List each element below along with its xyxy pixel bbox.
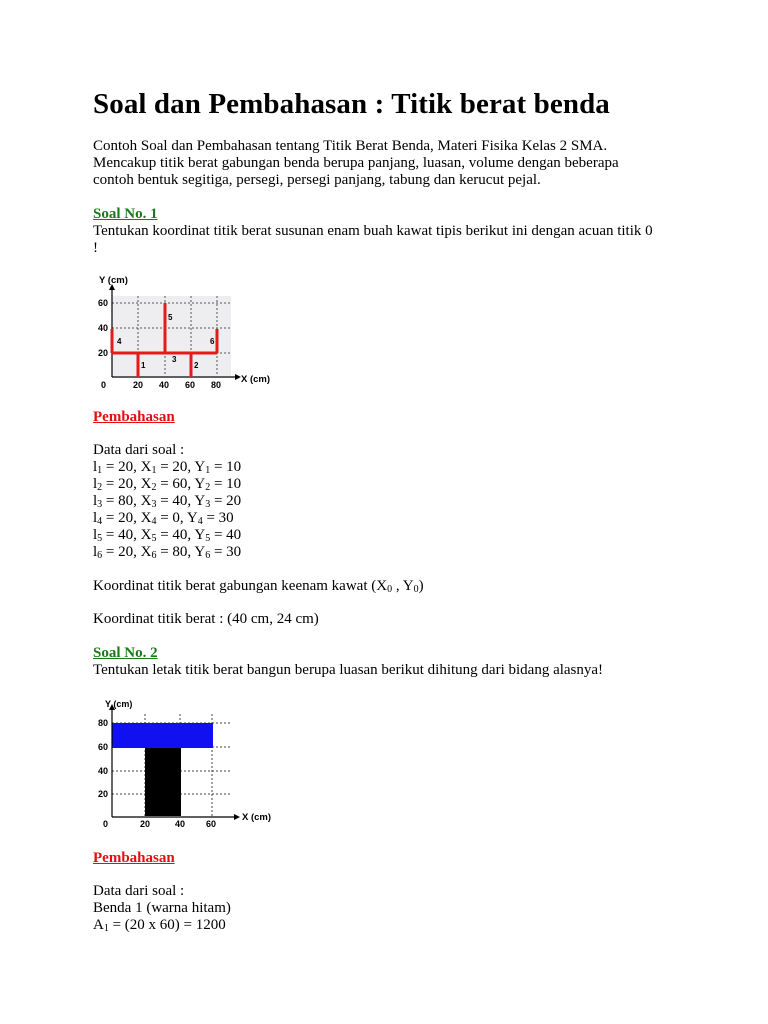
diagram-2-y-tick-40: 40: [98, 766, 109, 776]
wire-label-6: 6: [210, 337, 215, 346]
soal-2-heading: Soal No. 2: [93, 645, 158, 661]
soal-2-question: Tentukan letak titik berat bangun berupa luasan berikut dihitung dari bidang alasnya!: [93, 662, 604, 678]
data-line-1: $l_1 = 20$, $X_1 = 20$, $Y_1 = 10$: [93, 459, 242, 476]
wire-label-2: 2: [194, 361, 199, 370]
top-block: [112, 723, 213, 748]
soal-1-diagram: [90, 268, 290, 393]
wire-label-4: 4: [117, 337, 122, 346]
soal-2-pembahasan-heading: Pembahasan: [93, 850, 175, 866]
data-line-4: $l_4 = 20$, $X_4 = 0$, $Y_4 = 30$: [93, 510, 234, 527]
soal-2-a1: $A_1 = (20$ x 60) = 1200: [93, 917, 226, 934]
soal-1-data-intro: Data dari soal :: [93, 442, 185, 458]
diagram-1-y-axis-label: Y (cm): [99, 275, 128, 286]
diagram-2-origin: 0: [103, 819, 109, 829]
diagram-1-y-tick-40: 40: [98, 323, 109, 333]
wire-label-5: 5: [168, 313, 173, 322]
data-line-3: $l_3 = 80$, $X_3 = 40$, $Y_3 = 20$: [93, 493, 242, 510]
intro-line-1: Contoh Soal dan Pembahasan tentang Titik Berat Benda, Materi Fisika Kelas 2 SMA.: [93, 138, 608, 154]
diagram-2-x-arrow: [234, 814, 240, 820]
diagram-2-x-tick-20: 20: [140, 819, 151, 829]
page-title: Soal dan Pembahasan : Titik berat benda: [93, 88, 610, 120]
intro-line-3: contoh bentuk segitiga, persegi, persegi panjang, tabung dan kerucut pejal.: [93, 172, 541, 188]
data-line-5: $l_5 = 40$, $X_5 = 40$, $Y_5 = 40$: [93, 527, 242, 544]
diagram-1-x-axis-label: X (cm): [241, 374, 271, 385]
soal-1-heading: Soal No. 1: [93, 206, 158, 222]
diagram-1-x-tick-80: 80: [211, 380, 222, 390]
diagram-1-x-tick-20: 20: [133, 380, 144, 390]
diagram-1-origin: 0: [101, 380, 107, 390]
soal-1-question-line-1: Tentukan koordinat titik berat susunan enam buah kawat tipis berikut ini dengan acuan titik 0: [93, 223, 653, 239]
koordinat-hasil: Koordinat titik berat : (40 cm, 24 cm): [93, 611, 319, 627]
soal-2-benda-1: Benda 1 (warna hitam): [93, 900, 231, 916]
diagram-1-y-tick-20: 20: [98, 348, 109, 358]
intro-line-2: Mencakup titik berat gabungan benda berupa panjang, luasan, volume dengan beberapa: [93, 155, 619, 171]
soal-1-question-line-2: !: [93, 240, 98, 256]
soal-2-data-intro: Data dari soal :: [93, 883, 185, 899]
koordinat-gabungan: Koordinat titik berat gabungan keenam kawat ($X_0$ , $Y_0$): [93, 578, 424, 595]
diagram-1-x-tick-40: 40: [159, 380, 170, 390]
diagram-1-x-tick-60: 60: [185, 380, 196, 390]
wire-label-3: 3: [172, 355, 177, 364]
diagram-2-y-tick-60: 60: [98, 742, 109, 752]
soal-1-pembahasan-heading: Pembahasan: [93, 409, 175, 425]
diagram-2-x-tick-40: 40: [175, 819, 186, 829]
wire-label-1: 1: [141, 361, 146, 370]
diagram-2-x-tick-60: 60: [206, 819, 217, 829]
data-line-2: $l_2 = 20$, $X_2 = 60$, $Y_2 = 10$: [93, 476, 242, 493]
diagram-2-y-axis-label: Y (cm): [105, 699, 133, 709]
diagram-1-y-tick-60: 60: [98, 298, 109, 308]
diagram-1-background: [112, 296, 231, 376]
diagram-2-y-tick-80: 80: [98, 718, 109, 728]
stem-block: [145, 748, 181, 816]
data-line-6: $l_6 = 20$, $X_6 = 80$, $Y_6 = 30$: [93, 544, 242, 561]
soal-2-diagram: [90, 694, 290, 834]
diagram-2-y-tick-20: 20: [98, 789, 109, 799]
diagram-2-x-axis-label: X (cm): [242, 812, 272, 823]
